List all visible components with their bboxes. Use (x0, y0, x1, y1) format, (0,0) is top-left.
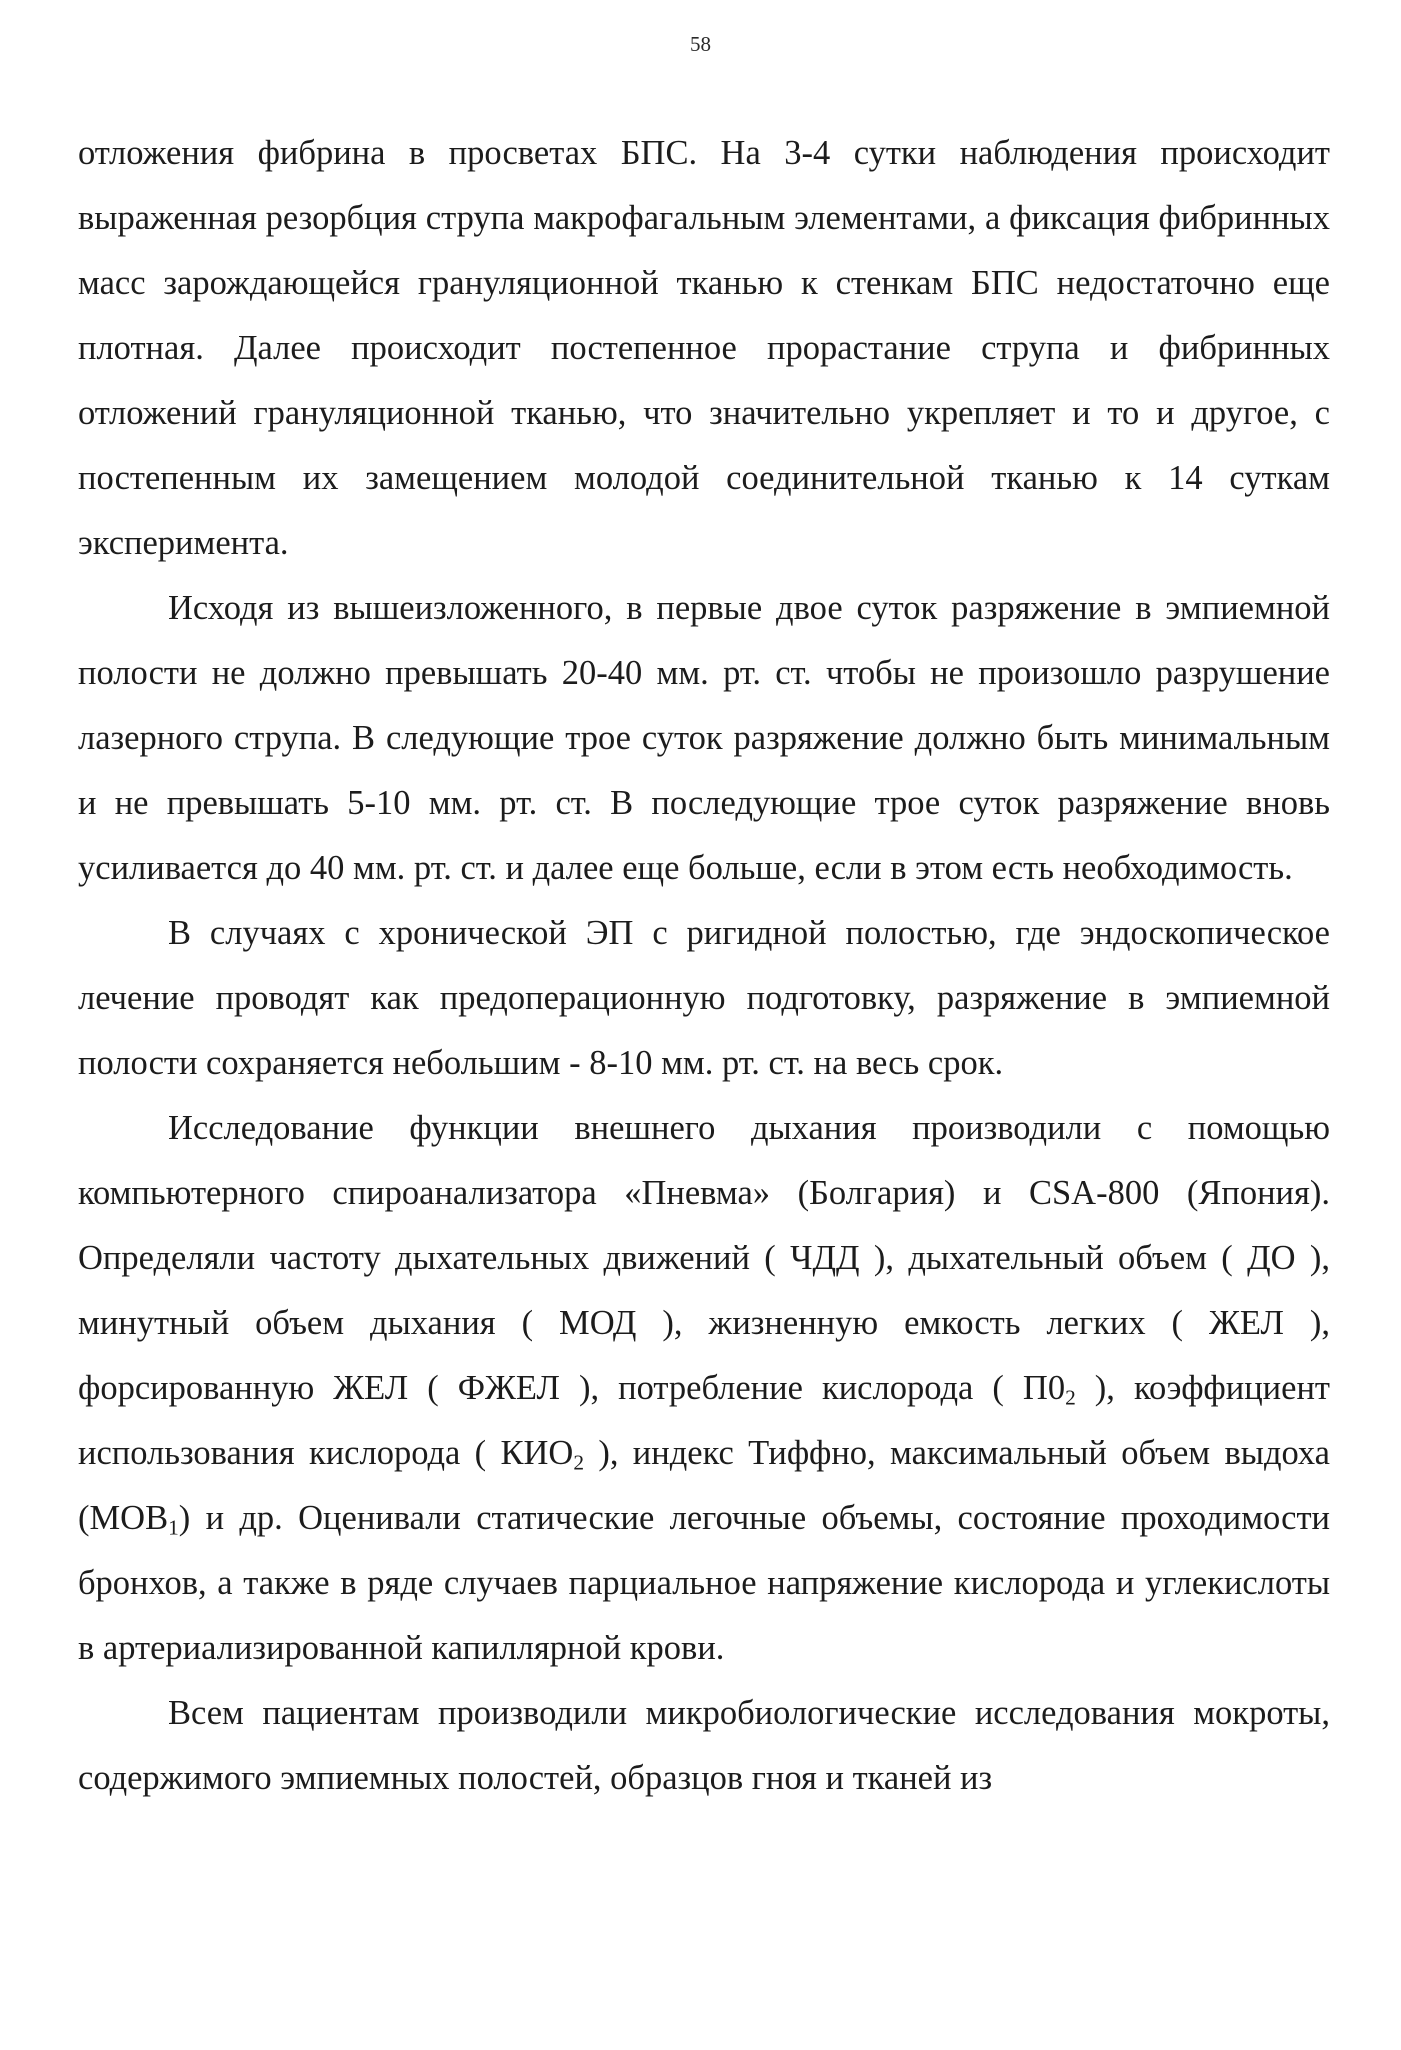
paragraph-3: В случаях с хронической ЭП с ригидной полостью, где эндоскопическое лечение проводят как предоперационную подготовку, разряжение в эмпиемной полости сохраняется небольшим - 8-10 мм. рт. ст. на весь срок. (78, 914, 1330, 1082)
paragraph-4-part-b: ), коэффициент использования кислорода ( КИО (78, 1369, 1330, 1472)
subscript-2: 2 (573, 1450, 585, 1475)
paragraph-4-part-d: ) и др. Оценивали статические легочные объемы, состояние проходимости бронхов, а также в ряде случаев парциальное напряжение кислорода и углекислоты в артериализированной капиллярной крови. (78, 1499, 1330, 1667)
paragraph-4-part-c: ), индекс Тиффно, максимальный объем выдоха (МОВ (78, 1434, 1330, 1537)
paragraph-4 (78, 1096, 1330, 1681)
body-text (78, 121, 1330, 1811)
paragraph-2: Исходя из вышеизложенного, в первые двое суток разряжение в эмпиемной полости не должно превышать 20-40 мм. рт. ст. чтобы не произошло разрушение лазерного струпа. В следующие трое суток разряжение должно быть минимальным и не превышать 5-10 мм. рт. ст. В последующие трое суток разряжение вновь усиливается до 40 мм. рт. ст. и далее еще больше, если в этом есть необходимость. (78, 589, 1330, 887)
paragraph-5: Всем пациентам производили микробиологические исследования мокроты, содержимого эмпиемных полостей, образцов гноя и тканей из (78, 1694, 1330, 1797)
subscript-1: 1 (168, 1515, 179, 1540)
paragraph-4-part-a: Исследование функции внешнего дыхания производили с помощью компьютерного спироанализатора «Пневма» (Болгария) и CSA-800 (Япония). Определяли частоту дыхательных движений ( ЧДД ), дыхательный объем ( ДО ), минутный объем дыхания ( МОД ), жизненную емкость легких ( ЖЕЛ ), форсированную ЖЕЛ ( ФЖЕЛ ), потребление кислорода ( П0 (78, 1109, 1330, 1407)
paragraph-1: отложения фибрина в просветах БПС. На 3-4 сутки наблюдения происходит выраженная резорбция струпа макрофагальным элементами, а фиксация фибринных масс зарождающейся грануляционной тканью к стенкам БПС недостаточно еще плотная. Далее происходит постепенное прорастание струпа и фибринных отложений грануляционной тканью, что значительно укрепляет и то и другое, с постепенным их замещением молодой соединительной тканью к 14 суткам эксперимента. (78, 134, 1330, 562)
subscript-2: 2 (1065, 1385, 1076, 1410)
page-number: 58 (690, 32, 711, 56)
